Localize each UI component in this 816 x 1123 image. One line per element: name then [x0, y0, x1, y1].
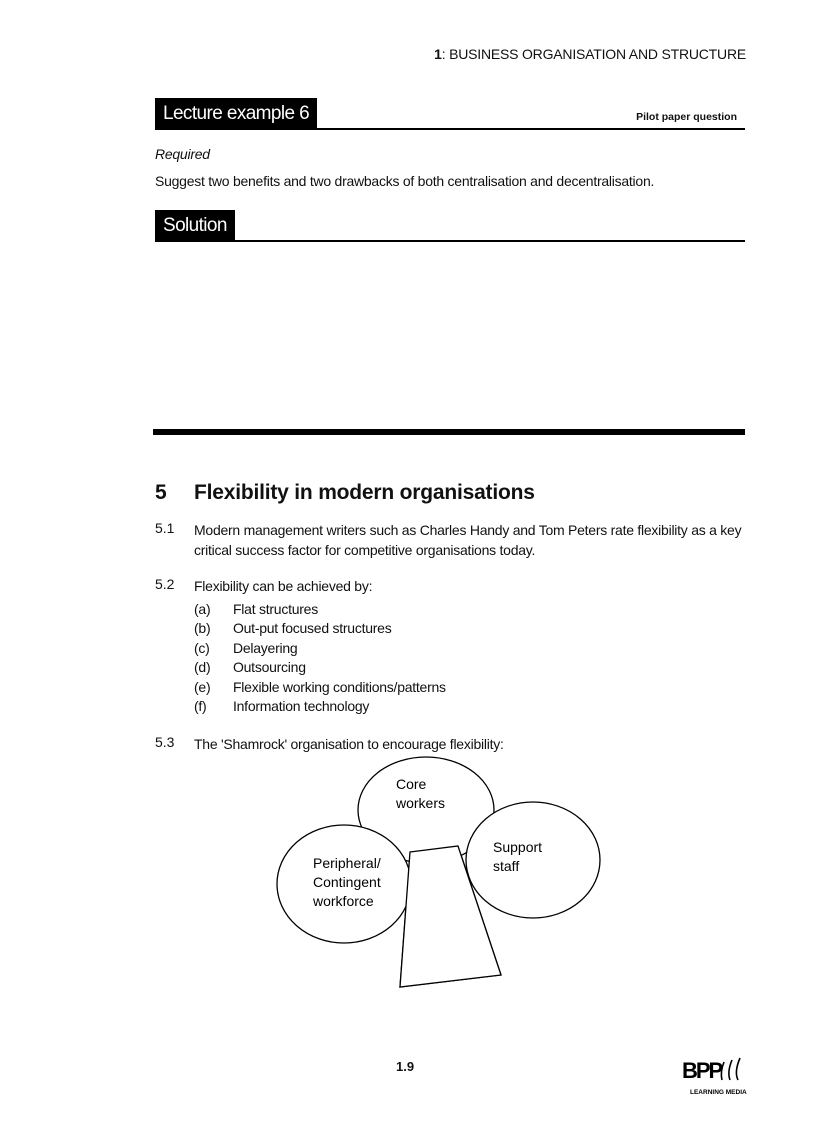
- solution-rule: [155, 240, 745, 242]
- page-number: 1.9: [396, 1059, 415, 1074]
- question-text: Suggest two benefits and two drawbacks of both centralisation and decentralisation.: [155, 173, 655, 189]
- core-label-line2: workers: [396, 795, 446, 811]
- peripheral-label-line2: Contingent: [313, 874, 381, 890]
- required-label: Required: [155, 146, 210, 162]
- chapter-number: 1: [434, 46, 442, 62]
- running-header: [434, 46, 746, 62]
- list-letter: (b): [194, 620, 211, 637]
- para-number: 5.1: [155, 520, 175, 536]
- list-letter: (c): [194, 639, 210, 656]
- list-text: Outsourcing: [233, 659, 306, 676]
- core-label-line1: Core: [396, 776, 427, 792]
- list-text: Out-put focused structures: [233, 620, 392, 637]
- support-staff-leaf: [466, 802, 600, 918]
- list-letter: (f): [194, 698, 207, 715]
- peripheral-label-line3: workforce: [313, 893, 374, 909]
- solution-end-rule: [153, 429, 745, 435]
- lecture-rule: [155, 128, 745, 130]
- logo-mark: BPP: [682, 1058, 722, 1083]
- pilot-paper-tag: Pilot paper question: [636, 111, 737, 123]
- bpp-logo: [680, 1054, 750, 1098]
- list-text: Flat structures: [233, 601, 318, 617]
- list-item: [194, 697, 446, 716]
- shamrock-diagram: [270, 750, 610, 995]
- list-item: [194, 678, 446, 697]
- list-letter: (a): [194, 601, 211, 617]
- para-text: The 'Shamrock' organisation to encourage flexibility:: [194, 736, 504, 752]
- list-text: Flexible working conditions/patterns: [233, 678, 446, 695]
- para-number: 5.3: [155, 734, 175, 750]
- list-item: [194, 658, 446, 677]
- logo-subtitle: LEARNING MEDIA: [690, 1089, 747, 1096]
- list-item: [194, 600, 446, 619]
- lecture-example-label: Lecture example 6: [155, 98, 317, 129]
- flexibility-list: [194, 600, 446, 716]
- solution-label: Solution: [155, 210, 235, 241]
- list-text: Delayering: [233, 639, 298, 656]
- peripheral-label-line1: Peripheral/: [313, 855, 381, 871]
- section-title: Flexibility in modern organisations: [194, 481, 535, 504]
- para-text: Flexibility can be achieved by:: [194, 578, 373, 594]
- list-item: [194, 639, 446, 658]
- support-label-line1: Support: [493, 839, 543, 855]
- list-letter: (d): [194, 659, 211, 676]
- chapter-title: : BUSINESS ORGANISATION AND STRUCTURE: [441, 46, 746, 62]
- para-text: Modern management writers such as Charles Handy and Tom Peters rate flexibility as a key critical success factor for competitive organisations today.: [194, 522, 742, 558]
- section-number: 5: [155, 481, 167, 504]
- logo-swoosh-icon: [721, 1058, 740, 1080]
- para-number: 5.2: [155, 576, 175, 592]
- section-heading: [155, 481, 535, 505]
- list-item: [194, 619, 446, 638]
- list-letter: (e): [194, 678, 211, 695]
- list-text: Information technology: [233, 698, 370, 715]
- support-label-line2: staff: [493, 858, 520, 874]
